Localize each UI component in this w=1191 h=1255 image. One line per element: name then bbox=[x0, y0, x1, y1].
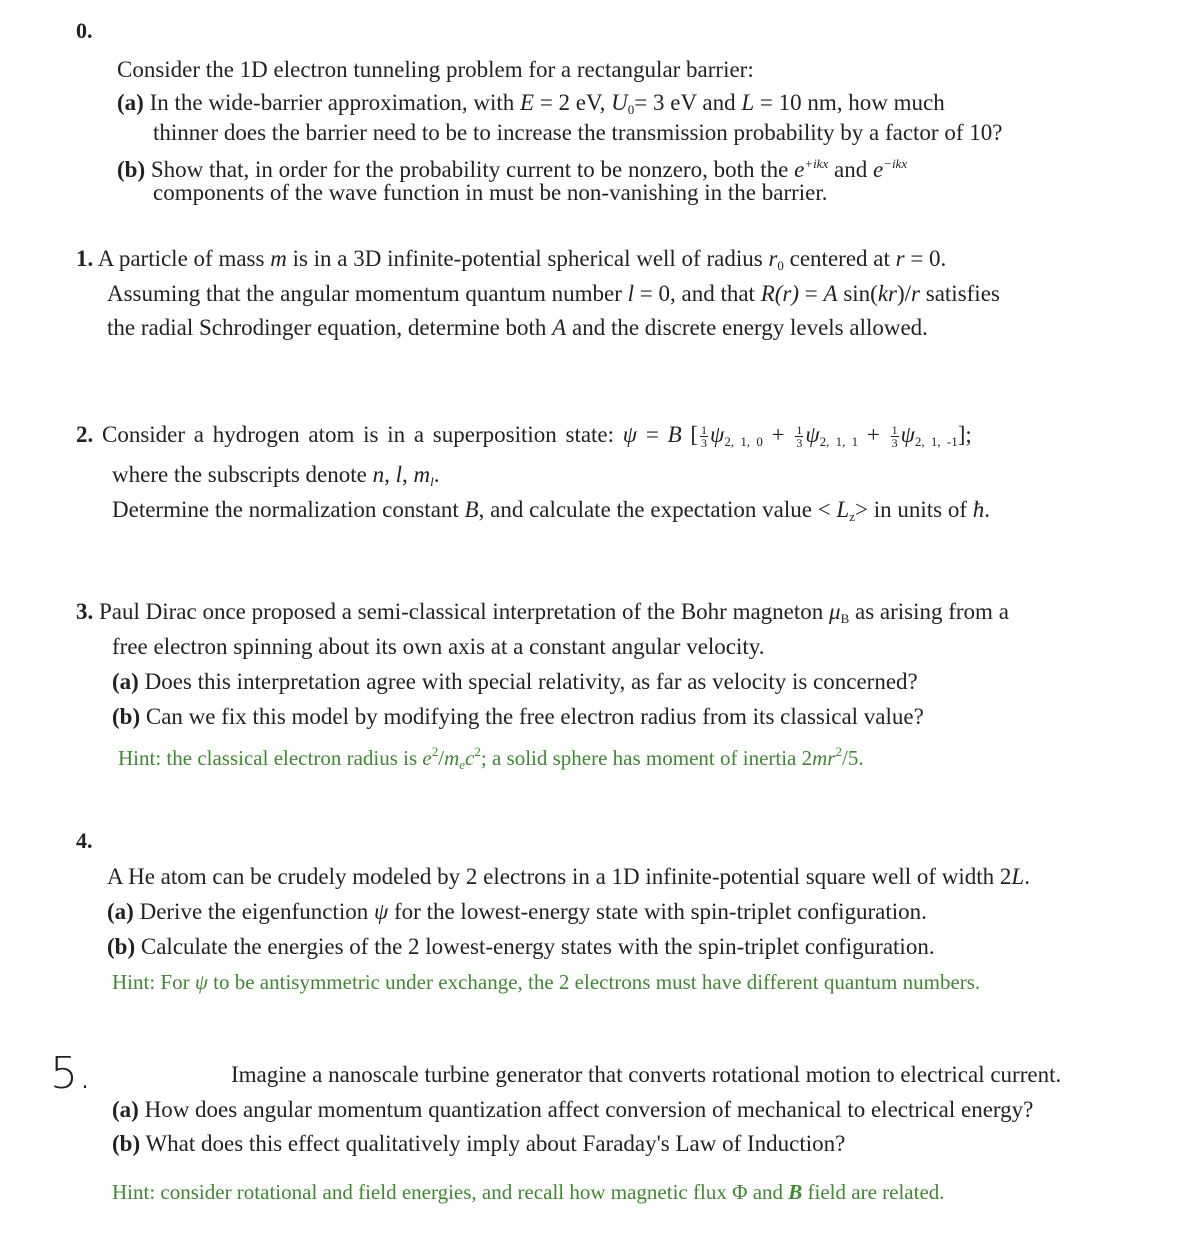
var-L: L bbox=[836, 497, 850, 522]
problem-4-number: 4. bbox=[76, 828, 93, 853]
text: sin( bbox=[837, 281, 878, 306]
subscript: l bbox=[430, 474, 434, 489]
text: = 3 eV and bbox=[634, 90, 742, 115]
subscript: B bbox=[840, 611, 850, 626]
text: and the discrete energy levels allowed. bbox=[566, 315, 928, 340]
subscript: 2, 1, 1 bbox=[819, 434, 859, 449]
subscript: z bbox=[849, 509, 855, 524]
problem-0-number: 0. bbox=[76, 18, 93, 43]
text: Assuming that the angular momentum quantum number bbox=[107, 281, 628, 306]
psi-symbol: ψ bbox=[194, 970, 208, 994]
equals: = bbox=[637, 422, 668, 447]
text: field are related. bbox=[802, 1180, 945, 1204]
part-a-label: (a) bbox=[112, 669, 139, 694]
text: > in units of bbox=[855, 497, 973, 522]
problem-3-line1 bbox=[76, 597, 1009, 634]
subscript: 2, 1, -1 bbox=[914, 434, 958, 449]
subscript: 2, 1, 0 bbox=[724, 434, 763, 449]
text: for the lowest-energy state with spin-triplet configuration. bbox=[388, 899, 927, 924]
var-r: r bbox=[895, 246, 905, 271]
problem-1-line2 bbox=[107, 279, 1000, 309]
superscript: 2 bbox=[431, 744, 439, 759]
plus: + bbox=[762, 422, 794, 447]
plus: + bbox=[858, 422, 889, 447]
text: Derive the eigenfunction bbox=[133, 899, 374, 924]
superscript: 2 bbox=[474, 744, 481, 759]
subscript: e bbox=[459, 757, 466, 772]
problem-3-part-b bbox=[112, 702, 924, 732]
var-e: e bbox=[422, 746, 432, 770]
text: as arising from a bbox=[849, 599, 1009, 624]
var-B: B bbox=[788, 1180, 803, 1204]
text: where the subscripts denote bbox=[112, 462, 373, 487]
part-b-label: (b) bbox=[112, 1131, 141, 1156]
problem-2-number: 2. bbox=[76, 422, 94, 447]
var-quantum-numbers: n, l, m bbox=[372, 462, 431, 487]
text: Paul Dirac once proposed a semi-classical interpretation of the Bohr magneton bbox=[99, 599, 830, 624]
text: A He atom can be crudely modeled by 2 electrons in a 1D infinite-potential square well of width 2 bbox=[107, 864, 1012, 889]
text: )/ bbox=[896, 281, 912, 306]
var-kr: kr bbox=[877, 281, 897, 306]
problem-1-line3 bbox=[107, 313, 928, 343]
text: = 0, and that bbox=[634, 281, 761, 306]
text: is in a 3D infinite-potential spherical well of radius bbox=[286, 246, 769, 271]
problem-5-number: 5. bbox=[50, 1048, 92, 1099]
var-B: B bbox=[667, 422, 682, 447]
var-L: L bbox=[1011, 864, 1025, 889]
var-l: l bbox=[627, 281, 635, 306]
var-R: R(r) bbox=[760, 281, 800, 306]
text: . bbox=[433, 462, 440, 487]
text: A particle of mass bbox=[97, 246, 271, 271]
problem-2-line1 bbox=[76, 420, 972, 457]
text: and bbox=[828, 157, 873, 182]
var-E: E bbox=[520, 90, 535, 115]
psi-symbol: ψ bbox=[710, 422, 725, 447]
problem-0-part-a-line2: thinner does the barrier need to be to increase the transmission probability by a factor of 10? bbox=[153, 120, 1003, 145]
text: . bbox=[984, 497, 991, 522]
superscript: 2 bbox=[835, 744, 842, 759]
var-L: L bbox=[741, 90, 755, 115]
var-U: U bbox=[611, 90, 628, 115]
var-r: r bbox=[768, 246, 778, 271]
fraction-denominator: 3 bbox=[891, 436, 898, 451]
subscript: 0 bbox=[627, 102, 635, 117]
text: . bbox=[1024, 864, 1030, 889]
problem-4-hint bbox=[112, 967, 980, 997]
problem-4-part-b bbox=[107, 932, 935, 962]
text: Calculate the energies of the 2 lowest-energy states with the spin-triplet configuration. bbox=[135, 934, 935, 959]
part-b-label: (b) bbox=[107, 934, 136, 959]
var-A: A bbox=[823, 281, 838, 306]
psi-symbol: ψ bbox=[373, 899, 389, 924]
problem-4-line1 bbox=[107, 862, 1030, 892]
var-e: e bbox=[794, 157, 805, 182]
text: = 10 nm, how much bbox=[754, 90, 945, 115]
hbar-symbol: ħ bbox=[972, 497, 985, 522]
text: Hint: the classical electron radius is bbox=[118, 746, 423, 770]
problem-1-line1 bbox=[76, 244, 946, 281]
problem-5-hint bbox=[112, 1177, 945, 1207]
text: , and calculate the expectation value < bbox=[478, 497, 837, 522]
fraction bbox=[891, 424, 899, 449]
superscript: −ikx bbox=[883, 156, 908, 171]
var-m: m bbox=[270, 246, 287, 271]
problem-5-part-b bbox=[112, 1129, 845, 1159]
var-r: r bbox=[911, 281, 920, 306]
var-e: e bbox=[872, 157, 884, 182]
text: In the wide-barrier approximation, with bbox=[149, 90, 521, 115]
problem-5-part-a bbox=[112, 1095, 1033, 1125]
subscript: 0 bbox=[777, 258, 784, 273]
fraction-numerator: 1 bbox=[891, 423, 898, 438]
text: Determine the normalization constant bbox=[112, 497, 465, 522]
var-mr: mr bbox=[812, 746, 836, 770]
psi-symbol: ψ bbox=[900, 422, 915, 447]
text: = 2 eV, bbox=[534, 90, 612, 115]
psi-symbol: ψ bbox=[805, 422, 820, 447]
text: to be antisymmetric under exchange, the 2 electrons must have different quantum numbers. bbox=[207, 970, 981, 994]
problem-3-line2: free electron spinning about its own axis at a constant angular velocity. bbox=[112, 634, 765, 659]
var-c: c bbox=[465, 746, 475, 770]
problem-0-intro: Consider the 1D electron tunneling problem for a rectangular barrier: bbox=[117, 57, 754, 82]
text: Consider a hydrogen atom is in a superposition state: bbox=[102, 422, 615, 447]
text: / bbox=[438, 746, 445, 770]
problem-3-part-a bbox=[112, 667, 918, 697]
problem-4-part-a bbox=[107, 897, 927, 927]
psi-symbol: ψ bbox=[622, 422, 638, 447]
text: ; a solid sphere has moment of inertia 2 bbox=[480, 746, 813, 770]
fraction-denominator: 3 bbox=[796, 436, 803, 451]
part-a-label: (a) bbox=[112, 1097, 139, 1122]
var-m: m bbox=[444, 746, 460, 770]
text: Show that, in order for the probability current to be nonzero, both the bbox=[150, 157, 795, 182]
problem-2-line3 bbox=[112, 495, 990, 532]
text: and bbox=[747, 1180, 789, 1204]
mu-symbol: μ bbox=[829, 599, 841, 624]
superscript: +ikx bbox=[804, 156, 829, 171]
problem-3-number: 3. bbox=[76, 599, 94, 624]
text: = 0. bbox=[904, 246, 947, 271]
bracket: ]; bbox=[957, 422, 972, 447]
bracket: [ bbox=[681, 422, 699, 447]
text: Can we fix this model by modifying the free electron radius from its classical value? bbox=[140, 704, 924, 729]
text: How does angular momentum quantization affect conversion of mechanical to electrical energy? bbox=[138, 1097, 1034, 1122]
text: What does this effect qualitatively imply about Faraday's Law of Induction? bbox=[140, 1131, 846, 1156]
fraction bbox=[795, 424, 803, 449]
text: Does this interpretation agree with special relativity, as far as velocity is concerned? bbox=[138, 669, 918, 694]
text: satisfies bbox=[920, 281, 1000, 306]
problem-3-hint bbox=[118, 737, 864, 780]
text: Hint: For bbox=[112, 970, 195, 994]
fraction-numerator: 1 bbox=[796, 423, 803, 438]
part-a-label: (a) bbox=[107, 899, 134, 924]
fraction-denominator: 3 bbox=[701, 436, 708, 451]
fraction-numerator: 1 bbox=[701, 423, 708, 438]
var-A: A bbox=[552, 315, 567, 340]
phi-symbol: Φ bbox=[732, 1180, 748, 1204]
problem-5-line1: Imagine a nanoscale turbine generator that converts rotational motion to electrical current. bbox=[231, 1062, 1062, 1087]
part-a-label: (a) bbox=[117, 90, 144, 115]
problem-0-part-b-line2: components of the wave function in must be non-vanishing in the barrier. bbox=[153, 180, 828, 205]
text: /5. bbox=[841, 746, 864, 770]
part-b-label: (b) bbox=[112, 704, 141, 729]
text: Hint: consider rotational and field energies, and recall how magnetic flux bbox=[112, 1180, 733, 1204]
problem-1-number: 1. bbox=[76, 246, 94, 271]
text: the radial Schrodinger equation, determine both bbox=[107, 315, 553, 340]
part-b-label: (b) bbox=[117, 157, 146, 182]
fraction bbox=[700, 424, 708, 449]
text: centered at bbox=[783, 246, 896, 271]
text: = bbox=[799, 281, 824, 306]
var-B: B bbox=[464, 497, 479, 522]
problem-2-line2 bbox=[112, 460, 439, 497]
